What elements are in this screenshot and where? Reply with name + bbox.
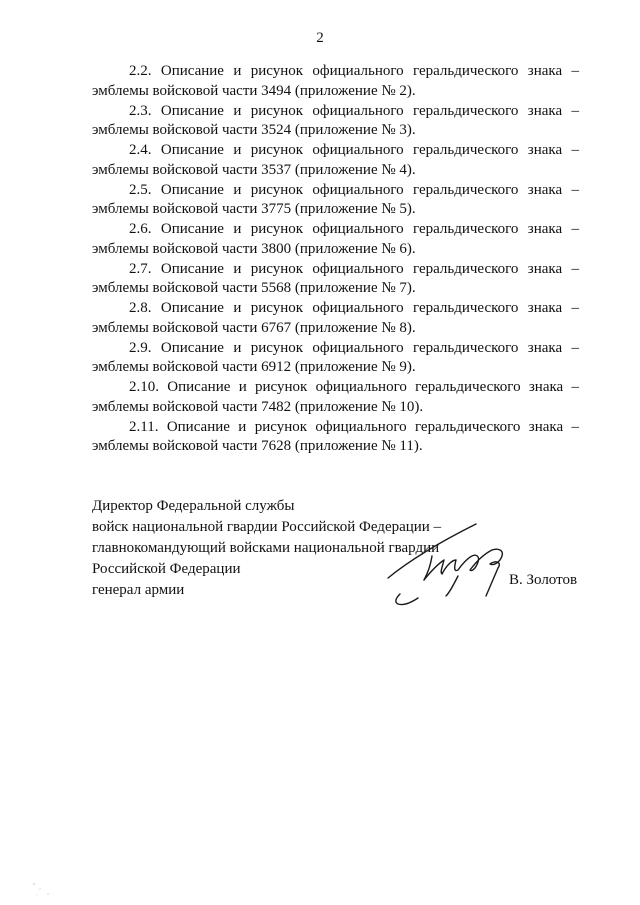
list-item-line-1: 2.5. Описание и рисунок официального геральдического знака – [129,181,579,198]
scan-artifacts [30,880,70,900]
list-item-line-2: эмблемы войсковой части 6912 (приложение № 9). [92,359,416,375]
list-item [92,299,579,338]
list-item-line-2: эмблемы войсковой части 3494 (приложение № 2). [92,82,416,99]
list-item-line-2: эмблемы войсковой части 3524 (приложение № 3). [92,122,416,138]
document-body [92,62,579,457]
signatory-title-line: войск национальной гвардии Российской Федерации – [92,519,442,535]
list-item-line-2: эмблемы войсковой части 7628 (приложение № 11). [92,438,423,454]
list-item-line-1: 2.9. Описание и рисунок официального геральдического знака – [129,339,579,356]
list-item-line-2: эмблемы войсковой части 7482 (приложение № 10). [92,398,424,415]
list-item-line-1: 2.10. Описание и рисунок официального геральдического знака – [129,379,579,395]
signatory-title-line: генерал армии [92,582,185,598]
signatory-title-line: Российской Федерации [92,561,241,577]
signatory-title-line: Директор Федеральной службы [92,498,295,514]
list-item [92,378,579,417]
list-item-line-2: эмблемы войсковой части 3775 (приложение № 5). [92,201,416,217]
list-item-line-1: 2.11. Описание и рисунок официального геральдического знака – [129,418,579,435]
list-item [92,339,579,378]
handwritten-signature [380,520,520,630]
list-item-line-1: 2.7. Описание и рисунок официального геральдического знака – [129,260,579,277]
signer-name: В. Золотов [509,572,578,588]
list-item [92,418,579,457]
list-item-line-2: эмблемы войсковой части 3537 (приложение № 4). [92,161,416,178]
list-item [92,102,579,141]
list-item-line-2: эмблемы войсковой части 6767 (приложение № 8). [92,319,416,336]
list-item [92,181,579,220]
list-item-line-1: 2.2. Описание и рисунок официального геральдического знака – [129,63,579,79]
list-item-line-2: эмблемы войсковой части 5568 (приложение № 7). [92,280,416,296]
list-item-line-1: 2.4. Описание и рисунок официального геральдического знака – [129,142,579,158]
page-number: 2 [316,30,324,46]
list-item [92,141,579,180]
list-item [92,220,579,259]
list-item-line-1: 2.8. Описание и рисунок официального геральдического знака – [129,300,579,316]
signatory-title-line: главнокомандующий войсками национальной гвардии [92,540,440,556]
list-item-line-1: 2.6. Описание и рисунок официального геральдического знака – [129,221,579,237]
list-item [92,260,579,299]
list-item-line-2: эмблемы войсковой части 3800 (приложение № 6). [92,240,416,257]
list-item [92,62,579,101]
list-item-line-1: 2.3. Описание и рисунок официального геральдического знака – [129,102,579,119]
